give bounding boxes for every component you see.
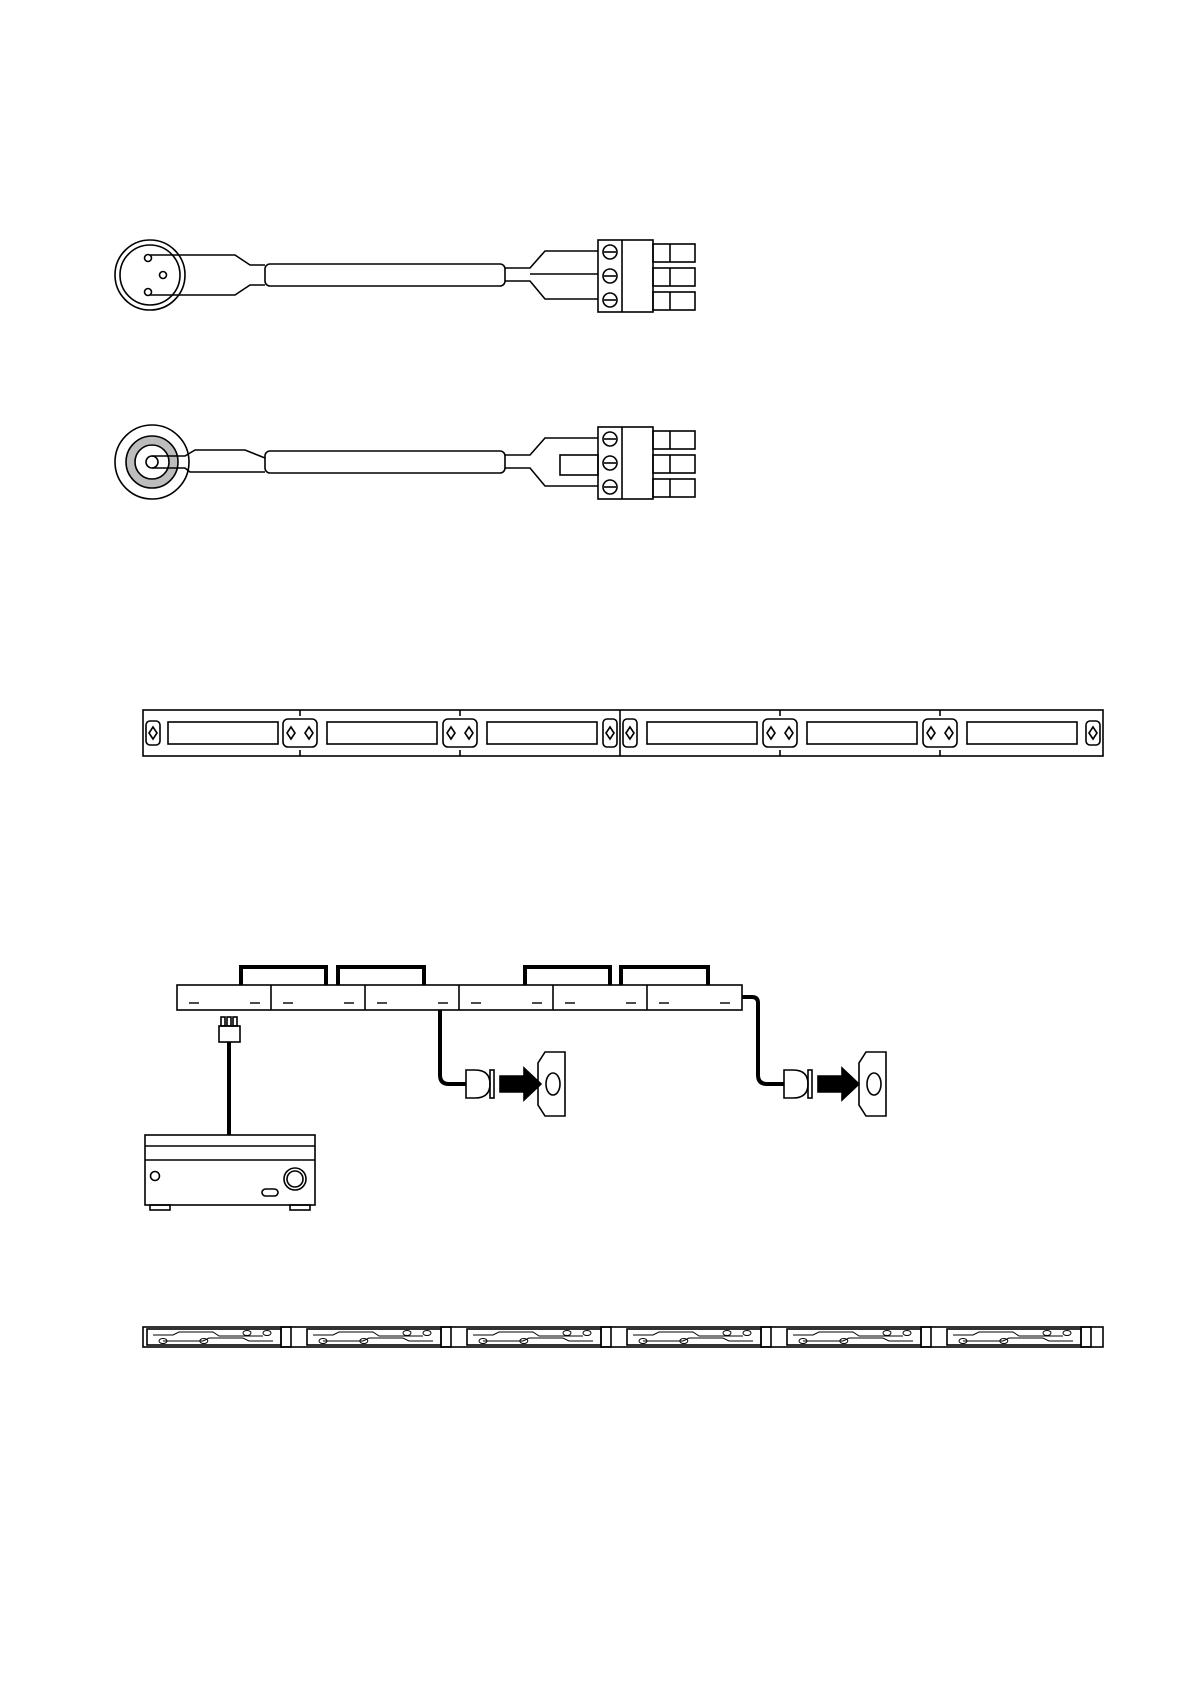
- system-wiring-figure: [145, 967, 886, 1210]
- module-bridge-links: [241, 967, 708, 985]
- rack-mount-clips: [146, 719, 1100, 747]
- output-cable-1: [440, 1010, 466, 1084]
- xlr-cable-figure: [115, 240, 695, 312]
- module-dividers: [271, 985, 647, 1010]
- led-strip-segment: [307, 1327, 451, 1347]
- rack-panel-figure: [143, 710, 1103, 756]
- amplifier-icon: [145, 1135, 315, 1210]
- output-plug-icon: [466, 1070, 494, 1098]
- rca-cable-figure: [115, 425, 695, 499]
- rca-jack-icon: [115, 425, 189, 499]
- xlr-cable-wires: [150, 251, 598, 299]
- led-strip-segment: [787, 1327, 931, 1347]
- arrow-right-icon: [500, 1068, 541, 1100]
- terminal-block-icon: [598, 240, 695, 312]
- output-cable-2: [742, 997, 784, 1084]
- led-strip-figure: [143, 1327, 1103, 1347]
- output-plug-icon: [784, 1070, 812, 1098]
- led-strip-segment: [947, 1327, 1091, 1347]
- led-strip-segment: [467, 1327, 611, 1347]
- xlr-plug-icon: [115, 240, 185, 310]
- led-strip-outline: [143, 1327, 1103, 1347]
- input-connector: [219, 1017, 240, 1042]
- arrow-right-icon: [818, 1068, 859, 1100]
- led-strip-segments: [147, 1327, 1091, 1347]
- wall-socket-icon: [859, 1052, 886, 1116]
- led-strip-segment: [627, 1327, 771, 1347]
- rca-cable-wires: [152, 438, 598, 486]
- terminal-block-icon: [598, 427, 695, 499]
- led-strip-segment: [147, 1327, 291, 1347]
